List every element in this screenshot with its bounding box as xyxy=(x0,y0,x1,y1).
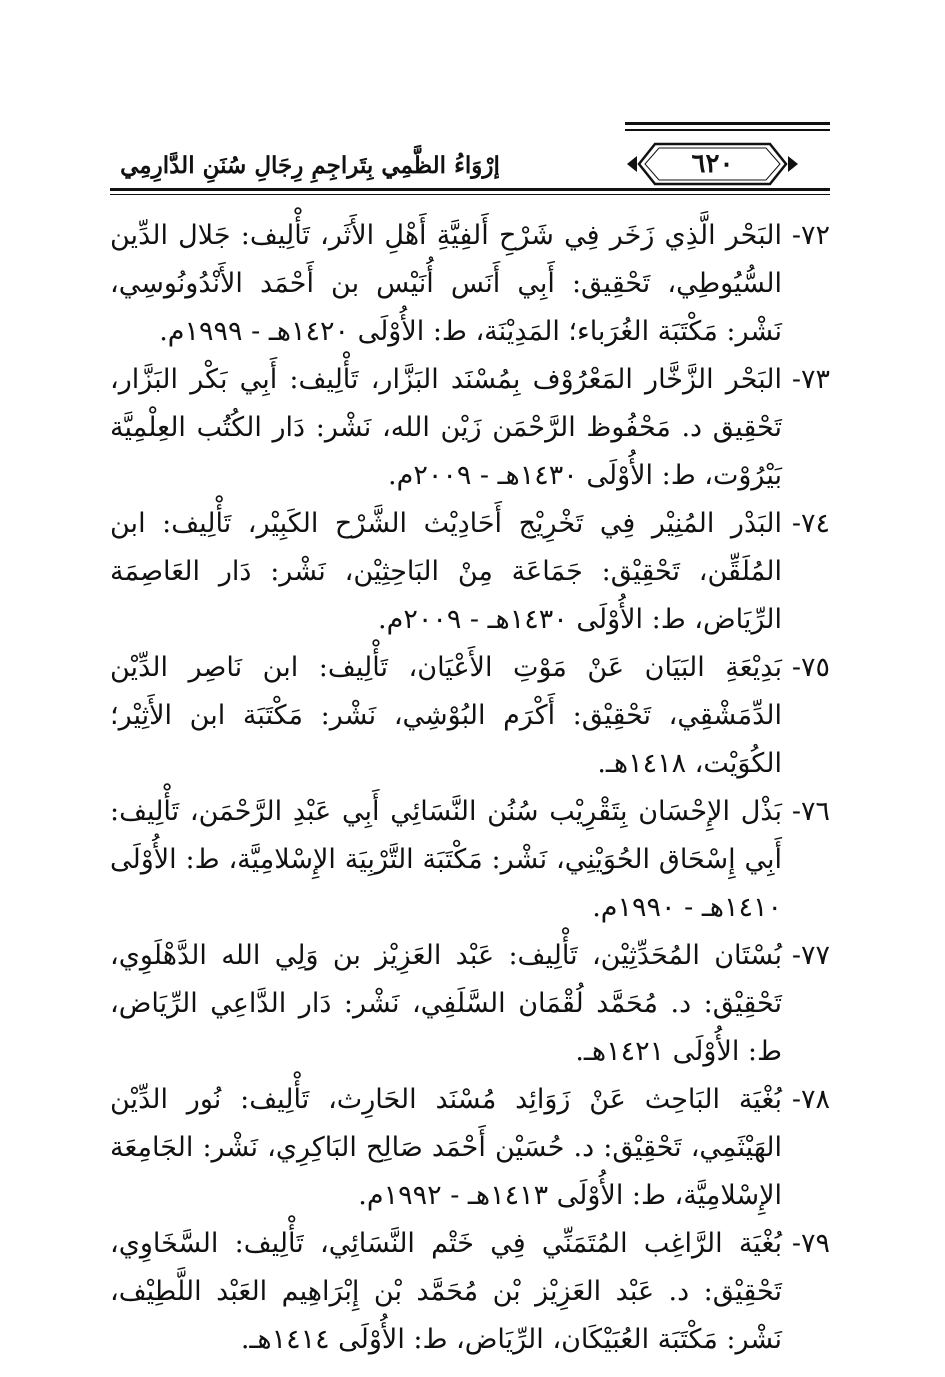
header-rule-top-thin xyxy=(625,130,830,131)
entry-number: ٧٧- xyxy=(791,940,830,971)
entry-text: بَذْل الإِحْسَان بِتَقْرِيْب سُنُن النَّسَائِي أَبِي عَبْدِ الرَّحْمَن، تَأْلِيف: أَبِي إِسْحَاق الحُوَيْنِي، نَشْر: مَكْتَبَة التَّرْبِيَة الإِسْلامِيَّة، ط: الأُوْلَى ١٤١٠هـ - ١٩٩٠م. xyxy=(110,796,782,923)
bibliography-entry xyxy=(110,932,830,1076)
entry-text: بُسْتَان المُحَدِّثِيْن، تَأْلِيف: عَبْد العَزِيْز بن وَلِي الله الدَّهْلَوِي، تَحْقِيْق: د. مُحَمَّد لُقْمَان السَّلَفِي، نَشْر: دَار الدَّاعِي الرِّيَاض، ط: الأُوْلَى ١٤٢١هـ. xyxy=(110,940,782,1067)
bibliography-entry xyxy=(110,1220,830,1364)
bibliography-entry xyxy=(110,500,830,644)
entry-number: ٧٩- xyxy=(791,1228,830,1259)
bibliography-entry xyxy=(110,1076,830,1220)
page-number-frame xyxy=(625,142,800,186)
bibliography-entry xyxy=(110,212,830,356)
page-header xyxy=(110,122,830,202)
entry-number: ٧٨- xyxy=(791,1084,830,1115)
bibliography-entry xyxy=(110,788,830,932)
entry-text: بَدِيْعَةِ البَيَان عَنْ مَوْتِ الأَعْيَان، تَأْلِيف: ابن نَاصِر الدِّيْن الدِّمَشْقِي، تَحْقِيْق: أَكْرَم البُوْشِي، نَشْر: مَكْتَبَة ابن الأَثِيْر؛ الكُوَيْت، ١٤١٨هـ. xyxy=(110,652,782,779)
running-title: إرْوَاءُ الظَّمِي بِتَراجِمِ رِجَالِ سُنَنِ الدَّارِمِي xyxy=(120,152,500,179)
entry-text: بُغْيَة البَاحِث عَنْ زَوَائِد مُسْنَد الحَارِث، تَأْلِيف: نُور الدِّيْن الهَيْثَمِي، تَحْقِيْق: د. حُسَيْن أَحْمَد صَالِح البَاكِرِي، نَشْر: الجَامِعَة الإِسْلامِيَّة، ط: الأُوْلَى ١٤١٣هـ - ١٩٩٢م. xyxy=(110,1084,782,1211)
entry-number: ٧٣- xyxy=(791,364,830,395)
entry-text: البَدْر المُنِيْر فِي تَخْرِيْج أَحَادِيْث الشَّرْح الكَبِيْر، تَأْلِيف: ابن المُلَقِّن، تَحْقِيْق: جَمَاعَة مِنْ البَاحِثِيْن، نَشْر: دَار العَاصِمَة الرِّيَاض، ط: الأُوْلَى ١٤٣٠هـ - ٢٠٠٩م. xyxy=(110,508,782,635)
bibliography-entry xyxy=(110,356,830,500)
entry-text: بُغْيَة الرَّاغِب المُتَمَنِّي فِي خَتْم النَّسَائِي، تَأْلِيف: السَّخَاوِي، تَحْقِيْق: د. عَبْد العَزِيْز بْن مُحَمَّد بْن إِبْرَاهِيم العَبْد اللَّطِيْف، نَشْر: مَكْتَبَة العُبَيْكَان، الرِّيَاض، ط: الأُوْلَى ١٤١٤هـ. xyxy=(110,1228,782,1355)
entry-number: ٧٤- xyxy=(791,508,830,539)
entry-number: ٧٥- xyxy=(791,652,830,683)
header-rule-bottom xyxy=(110,188,830,191)
entry-text: البَحْر الَّذِي زَخَر فِي شَرْحِ أَلفِيَّةِ أَهْلِ الأَثَر، تَأْلِيف: جَلال الدِّين السُّيُوطِي، تَحْقِيق: أَبِي أَنَس أُنَيْس بن أَحْمَد الأَنْدُونُوسِي، نَشْر: مَكْتَبَة الغُرَباء؛ المَدِيْنَة، ط: الأُوْلَى ١٤٢٠هـ - ١٩٩٩م. xyxy=(110,220,782,347)
entry-number: ٧٢- xyxy=(791,220,830,251)
entry-number: ٧٦- xyxy=(791,796,830,827)
bibliography-entry xyxy=(110,644,830,788)
bibliography-list xyxy=(110,212,830,1364)
entry-text: البَحْر الزَّخَّار المَعْرُوْف بِمُسْنَد البَزَّار، تَأْلِيف: أَبِي بَكْر البَزَّار، تَحْقِيق د. مَحْفُوظ الرَّحْمَن زَيْن الله، نَشْر: دَار الكُتُب العِلْمِيَّة بَيْرُوْت، ط: الأُوْلَى ١٤٣٠هـ - ٢٠٠٩م. xyxy=(110,364,782,491)
page-number: ٦٢٠ xyxy=(691,149,734,179)
header-rule-bottom-thin xyxy=(110,194,830,195)
header-rule-top xyxy=(625,122,830,130)
